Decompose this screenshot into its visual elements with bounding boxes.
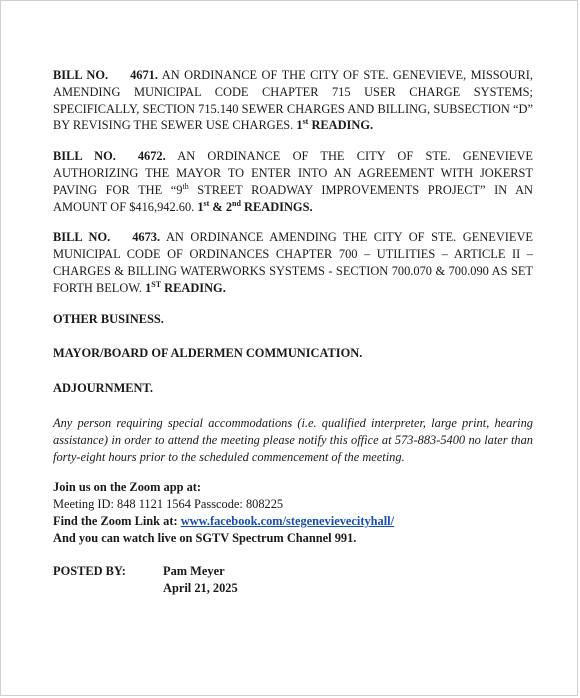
- bill-text: AN ORDINANCE OF THE CITY OF STE. GENEVIEVE AUTHORIZING THE MAYOR TO ENTER INTO AN AGREEMENT WITH JOKERST PAVING FOR THE “9: [53, 149, 533, 197]
- bill-label: BILL NO. 4672.: [53, 149, 166, 164]
- bill-text-continued: STREET ROADWAY IMPROVEMENTS PROJECT” IN AN AMOUNT OF $416,942.60.: [53, 182, 534, 214]
- zoom-info: [53, 479, 533, 546]
- other-business-heading: OTHER BUSINESS.: [53, 311, 164, 326]
- bill-4673: [53, 229, 533, 296]
- agenda-content: [53, 67, 533, 597]
- zoom-link-label: Find the Zoom Link at:: [53, 513, 181, 528]
- bill-label: BILL NO. 4671.: [53, 68, 158, 82]
- accommodation-notice: Any person requiring special accommodations (i.e. qualified interpreter, large print, hearing assistance) in order to attend the meeting please notify this office at 573-883-5400 no later than forty-eight hours prior to the scheduled commencement of the meeting.: [53, 415, 533, 464]
- bill-reading: 1ST READING.: [145, 279, 226, 295]
- bill-4672: [53, 148, 533, 215]
- posted-by: [53, 563, 533, 597]
- posted-by-name: Pam Meyer: [163, 563, 225, 578]
- adjournment-heading: ADJOURNMENT.: [53, 381, 153, 396]
- bill-number: 4672.: [137, 149, 166, 164]
- posted-by-label: POSTED BY:: [53, 563, 126, 578]
- zoom-title: Join us on the Zoom app at:: [53, 480, 202, 495]
- bill-text: AN ORDINANCE AMENDING THE CITY OF STE. GENEVIEVE MUNICIPAL CODE OF ORDINANCES CHAPTER 700 – UTILITIES – ARTICLE II – CHARGES & BILLING WATERWORKS SYSTEMS - SECTION 700.070 & 700.090 AS SET FORTH BELOW.: [53, 230, 533, 295]
- bill-reading: 1st READING.: [296, 117, 374, 133]
- zoom-meeting-id: Meeting ID: 848 1121 1564 Passcode: 808225: [53, 497, 284, 512]
- mayor-board-heading: MAYOR/BOARD OF ALDERMEN COMMUNICATION.: [53, 346, 363, 361]
- bill-4671: [53, 67, 533, 134]
- zoom-link-line: [53, 513, 533, 530]
- spectrum-channel: And you can watch live on SGTV Spectrum Channel 991.: [53, 530, 357, 545]
- bill-number: 4673.: [132, 230, 161, 245]
- bill-text: AN ORDINANCE OF THE CITY OF STE. GENEVIEVE, MISSOURI, AMENDING MUNICIPAL CODE CHAPTER 715 USER CHARGE SYSTEMS; SPECIFICALLY, SECTION 715.140 SEWER CHARGES AND BILLING, SUBSECTION “D” BY REVISING THE SEWER USE CHARGES.: [53, 68, 533, 133]
- posted-by-values: [163, 563, 238, 597]
- bill-reading: 1st & 2nd READINGS.: [197, 198, 313, 214]
- bill-text-sup: th: [182, 181, 189, 191]
- bill-label: BILL NO. 4673.: [53, 230, 161, 245]
- posted-date: April 21, 2025: [163, 580, 238, 595]
- facebook-link[interactable]: www.facebook.com/stegenevievecityhall/: [180, 513, 395, 528]
- bill-number: 4671.: [130, 68, 158, 82]
